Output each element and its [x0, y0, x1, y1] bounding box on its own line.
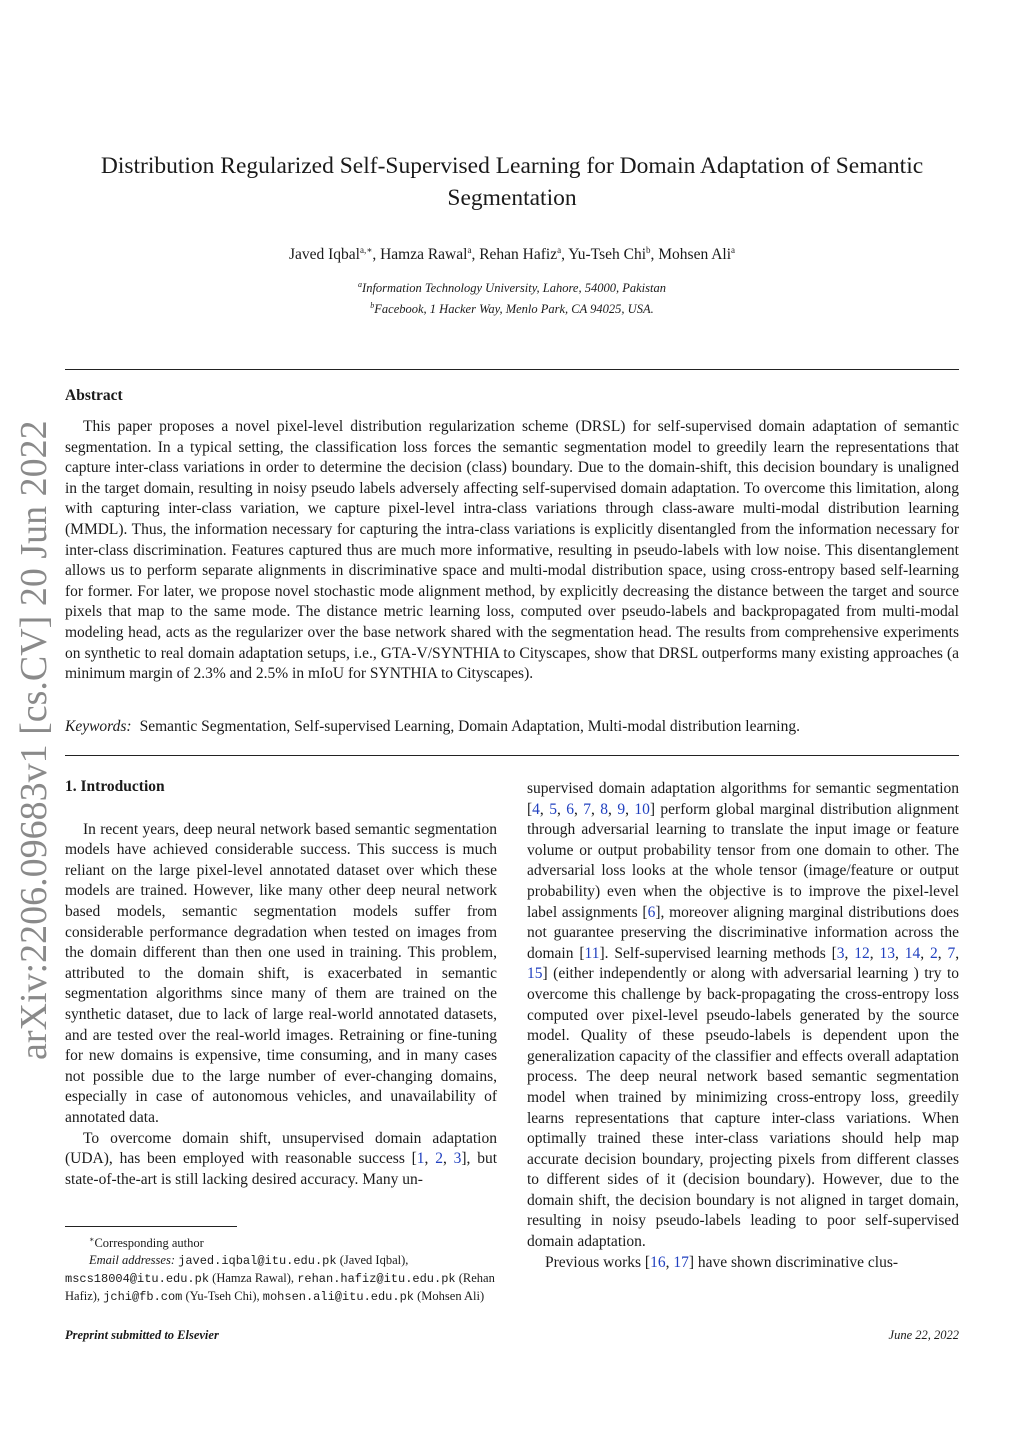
abstract-heading: Abstract: [65, 387, 123, 404]
author-list: Javed Iqbal$^{a,∗}$, Hamza Rawal$^a$, Rehan Hafiz$^a$, Yu-Tseh Chi$^b$, Mohsen Ali$^a$: [288, 245, 736, 264]
footnote-rule: [65, 1226, 237, 1227]
citation-link[interactable]: 14: [904, 944, 921, 962]
paragraph: In recent years, deep neural network based semantic segmentation models have achieved considerable success. This success is much reliant on the large pixel-level annotated dataset over which these models are trained. However, like many other deep neural network based models, semantic segmentation models suffer from considerable performance degradation when tested on images from the domain different than then one used in training. This problem, attributed to the domain shift, is exacerbated in semantic segmentation algorithms since many of them are trained on the synthetic dataset, due to lack of large real-world annotated datasets, and are tested over the real-world images. Retraining or fine-tuning for new domains is expensive, time consuming, and in many cases not possible due to the large number of ever-changing domains, especially in case of autonomous vehicles, and unavailability of annotated data.: [65, 820, 497, 1126]
preprint-date: June 22, 2022: [888, 1328, 959, 1342]
author: Javed Iqbal$^{a,∗}$: [288, 245, 373, 264]
affiliations: [65, 276, 959, 318]
citation-link[interactable]: 3: [453, 1150, 462, 1168]
citation-link[interactable]: 2: [435, 1150, 443, 1168]
citation-link[interactable]: 17: [673, 1253, 689, 1271]
keywords: [65, 717, 959, 737]
keywords-label: Keywords:: [65, 718, 132, 735]
citation-link[interactable]: 9: [617, 800, 626, 818]
author: Rehan Hafiz$^a$: [479, 245, 562, 264]
affiliation: $^a$Information Technology University, Lahore, 54000, Pakistan: [358, 280, 666, 296]
paragraph: supervised domain adaptation algorithms for semantic segmentation [4, 5, 6, 7, 8, 9, 10] perform global marginal distribution alignment through adversarial learning to translate the input image or feature volume or output probability tensor from one domain to other. The adversarial loss looks at the whole tensor (image/feature or output probability) even when the objective is to improve the pixel-level label assignments [6], moreover aligning marginal distributions does not guarantee preserving the discriminative information across the domain [11]. Self-supervised learning methods [3, 12, 13, 14, 2, 7, 15] (either independently or along with adversarial learning ) try to overcome this challenge by back-propagating the cross-entropy loss computed over pixel-level pseudo-labels generated by the source model. Quality of these pseudo-labels is dependent upon the generalization capacity of the classifier and effects overall adaptation process. The deep neural network based semantic segmentation model when trained by minimizing cross-entropy loss, greedily learns representations that capture inter-class variations. When optimally trained these inter-class variations should help map accurate decision boundary, projecting pixels from different classes to different sides of it (decision boundary). However, due to the domain shift, the decision boundary is not aligned in target domain, resulting in noisy pseudo-labels leading to poor self-supervised domain adaptation.: [527, 780, 960, 1251]
arxiv-identifier: arXiv:2206.09683v1 [cs.CV] 20 Jun 2022: [13, 420, 55, 1060]
citation-link[interactable]: 6: [647, 903, 656, 921]
email-link[interactable]: mohsen.ali@itu.edu.pk: [262, 1290, 414, 1305]
preprint-note: Preprint submitted to Elsevier: [65, 1328, 219, 1342]
citation-link[interactable]: 5: [549, 800, 557, 818]
citation-link[interactable]: 15: [527, 965, 543, 983]
citation-link[interactable]: 6: [566, 800, 574, 818]
corresponding-author: Corresponding author: [94, 1236, 204, 1251]
citation-link[interactable]: 7: [947, 944, 956, 962]
affiliation: $^b$Facebook, 1 Hacker Way, Menlo Park, CA 94025, USA.: [370, 301, 654, 317]
divider: [65, 755, 959, 756]
citation-link[interactable]: 16: [650, 1253, 666, 1271]
citation-link[interactable]: 10: [634, 800, 650, 818]
citation-link[interactable]: 8: [600, 800, 609, 818]
paper-title: Distribution Regularized Self-Supervised Learning for Domain Adaptation of Semantic Segmentation: [100, 153, 924, 211]
email-link[interactable]: rehan.hafiz@itu.edu.pk: [297, 1272, 456, 1287]
keywords-text: Semantic Segmentation, Self-supervised Learning, Domain Adaptation, Multi-modal distribution learning.: [139, 718, 800, 735]
email-link[interactable]: jchi@fb.com: [103, 1290, 183, 1305]
citation-link[interactable]: 13: [879, 944, 895, 962]
abstract-text: This paper proposes a novel pixel-level distribution regularization scheme (DRSL) for self-supervised domain adaptation of semantic segmentation. In a typical setting, the classification loss forces the semantic segmentation model to greedily learn the representations that capture inter-class variations in order to determine the decision (class) boundary. Due to the domain-shift, this decision boundary is unaligned in the target domain, resulting in noisy pseudo labels adversely affecting self-supervised domain adaptation. To overcome this limitation, along with capturing inter-class variation, we capture pixel-level intra-class variations through class-aware multi-modal distribution learning (MMDL). Thus, the information necessary for capturing the intra-class variations is explicitly disentangled from the information necessary for inter-class discrimination. Features captured thus are much more informative, resulting in pseudo-labels with low noise. This disentanglement allows us to perform separate alignments in discriminative space and multi-modal distribution space, using cross-entropy based self-learning for former. For later, we propose novel stochastic mode alignment method, by explicitly decreasing the distance between the target and source pixels that map to the same mode. The distance metric learning loss, computed over pseudo-labels and backpropagated from multi-modal modeling head, acts as the regularizer over the base network shared with the segmentation head. The results from comprehensive experiments on synthetic to real domain adaptation setups, i.e., GTA-V/SYNTHIA to Cityscapes, show that DRSL outperforms many existing approaches (a minimum margin of 2.3% and 2.5% in mIoU for SYNTHIA to Cityscapes).: [65, 418, 959, 683]
citation-link[interactable]: 1: [416, 1150, 425, 1168]
author: Yu-Tseh Chi$^b$: [568, 245, 651, 264]
citation-link[interactable]: 11: [584, 944, 600, 962]
divider: [65, 369, 959, 370]
citation-link[interactable]: 3: [836, 944, 845, 962]
email-link[interactable]: javed.iqbal@itu.edu.pk: [178, 1254, 337, 1269]
citation-link[interactable]: 2: [929, 944, 938, 962]
left-column: [65, 777, 497, 1190]
section-heading: 1. Introduction: [65, 778, 165, 795]
citation-link[interactable]: 7: [583, 800, 592, 818]
citation-link[interactable]: 4: [532, 800, 540, 818]
paragraph: To overcome domain shift, unsupervised domain adaptation (UDA), has been employed with reasonable success [1, 2, 3], but state-of-the-art is still lacking desired accuracy. Many un-: [65, 1129, 498, 1188]
footnote: ∗Corresponding author Email addresses: javed.iqbal@itu.edu.pk (Javed Iqbal), mscs18004@itu.edu.pk (Hamza Rawal), rehan.hafiz@itu.edu.pk (Rehan Hafiz), jchi@fb.com (Yu-Tseh Chi), mohsen.ali@itu.edu.pk (Mohsen Ali): [65, 1235, 495, 1305]
paragraph: Previous works [16, 17] have shown discriminative clus-: [545, 1253, 899, 1271]
right-column: [527, 779, 959, 1273]
email-link[interactable]: mscs18004@itu.edu.pk: [65, 1272, 210, 1287]
citation-link[interactable]: 12: [854, 944, 870, 962]
author: Hamza Rawal$^a$: [380, 245, 472, 264]
author: Mohsen Ali$^a$: [658, 245, 736, 264]
